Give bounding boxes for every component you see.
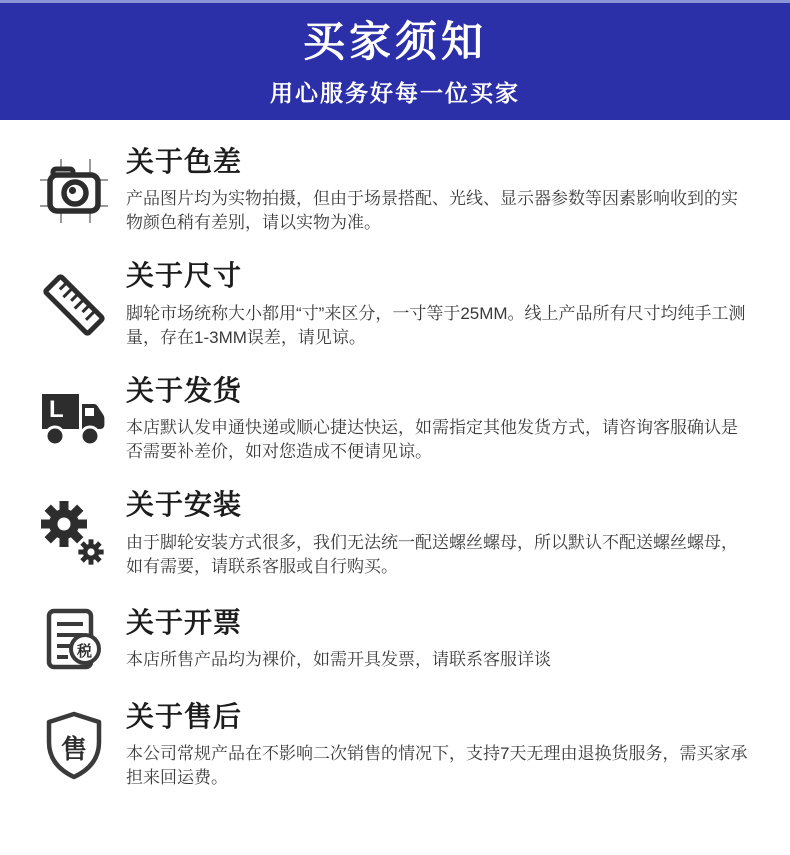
section-title: 关于尺寸	[126, 260, 243, 292]
camera-icon	[38, 155, 110, 227]
section-title: 关于售后	[126, 700, 243, 732]
section-content	[126, 607, 760, 672]
page-subtitle: 用心服务好每一位买家	[270, 80, 520, 107]
section-title: 关于发货	[126, 374, 243, 406]
header-banner	[0, 0, 790, 120]
section-color-difference	[38, 146, 760, 235]
section-content	[126, 375, 760, 464]
page-title: 买家须知	[302, 18, 487, 65]
section-body: 由于脚轮安装方式很多，我们无法统一配送螺丝螺母，所以默认不配送螺丝螺母，如有需要，请联系客服或自行购买。	[126, 532, 738, 576]
section-content	[126, 701, 760, 790]
section-content	[126, 489, 760, 578]
section-content	[126, 146, 760, 235]
shield-badge-label: 售	[61, 734, 88, 765]
section-title: 关于开票	[126, 607, 243, 639]
shield-icon	[38, 709, 110, 781]
section-body: 本店所售产品均为裸价，如需开具发票，请联系客服详谈	[126, 650, 551, 670]
section-after-sales	[38, 701, 760, 790]
truck-letter-label: L	[49, 395, 64, 423]
section-content	[126, 260, 760, 349]
gears-icon	[38, 498, 110, 570]
section-body: 产品图片均为实物拍摄，但由于场景搭配、光线、显示器参数等因素影响收到的实物颜色稍有差别，请以实物为准。	[126, 189, 738, 233]
section-title: 关于色差	[126, 146, 243, 177]
section-installation	[38, 489, 760, 578]
tax-badge-label: 税	[77, 642, 93, 660]
section-body: 脚轮市场统称大小都用“寸”来区分，一寸等于25MM。线上产品所有尺寸均纯手工测量，存在1-3MM误差，请见谅。	[126, 303, 746, 347]
invoice-icon	[38, 604, 110, 676]
section-body: 本公司常规产品在不影响二次销售的情况下，支持7天无理由退换货服务，需买家承担来回运费。	[126, 743, 748, 788]
section-shipping	[38, 375, 760, 464]
notice-sections	[0, 120, 790, 855]
section-body: 本店默认发申通快递或顺心捷达快运，如需指定其他发货方式，请咨询客服确认是否需要补差价，如对您造成不便请见谅。	[126, 418, 738, 462]
section-title: 关于安装	[126, 489, 243, 521]
ruler-icon	[38, 269, 110, 341]
section-invoice	[38, 604, 760, 676]
truck-icon	[38, 384, 110, 456]
section-size	[38, 260, 760, 349]
